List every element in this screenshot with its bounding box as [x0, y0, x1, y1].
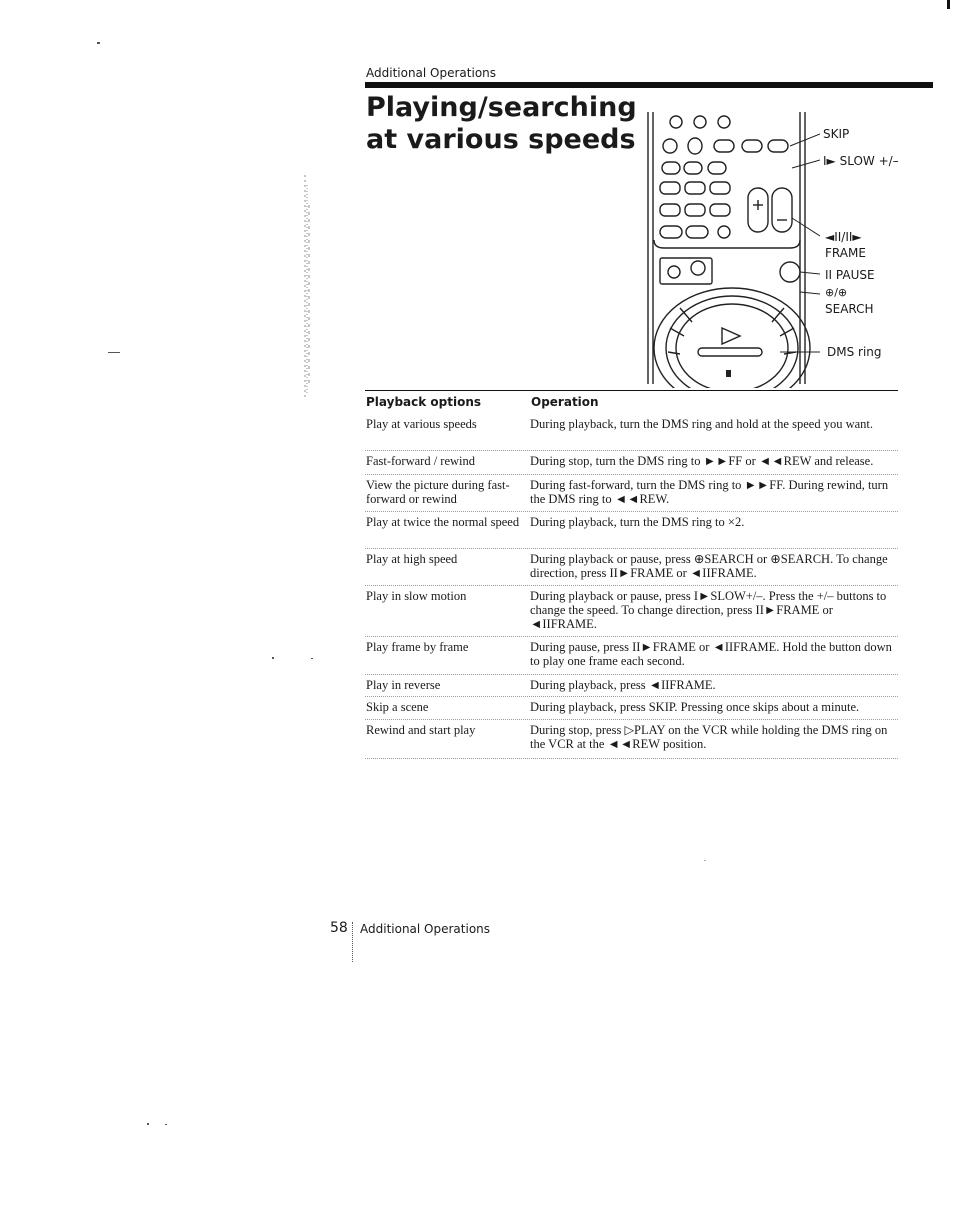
callout-slow: I► SLOW +/–	[823, 154, 899, 168]
page-title	[366, 92, 636, 156]
callout-frame: FRAME	[825, 246, 866, 260]
scan-speck	[272, 657, 274, 659]
callout-search: SEARCH	[825, 302, 874, 316]
page-title-line-2: at various speeds	[366, 124, 636, 155]
playback-option: Fast-forward / rewind	[366, 454, 475, 468]
playback-option: Skip a scene	[366, 700, 429, 714]
callout-dms-ring: DMS ring	[827, 345, 882, 359]
callout-frame-arrows: ◄II/II►	[825, 230, 862, 244]
scan-speck	[311, 658, 313, 659]
operation-text: During playback, turn the DMS ring and hold at the speed you want.	[530, 417, 873, 431]
playback-option: Play frame by frame	[366, 640, 469, 654]
operation-text: During pause, press II►FRAME or ◄IIFRAME. Hold the button down to play one frame each second.	[530, 640, 892, 668]
column-header-playback-options: Playback options	[366, 395, 482, 409]
table-row	[365, 548, 898, 586]
playback-option: Play in slow motion	[366, 589, 467, 603]
operation-text: During playback or pause, press I►SLOW+/–. Press the +/– buttons to change the speed. To change direction, press II►FRAME or ◄IIFRAME.	[530, 589, 887, 631]
scan-speck	[108, 352, 120, 353]
playback-option: View the picture during fast-forward or rewind	[366, 478, 510, 506]
operation-text: During stop, press ▷PLAY on the VCR while holding the DMS ring on the VCR at the ◄◄REW position.	[530, 723, 888, 751]
table-row	[365, 696, 898, 720]
table-row	[365, 511, 898, 549]
footer-section-name: Additional Operations	[360, 922, 491, 936]
operation-text: During playback or pause, press ⊕SEARCH or ⊕SEARCH. To change direction, press II►FRAME or ◄IIFRAME.	[530, 552, 888, 580]
operation-text: During playback, turn the DMS ring to ×2.	[530, 515, 745, 529]
callout-skip: SKIP	[823, 127, 850, 141]
playback-option: Rewind and start play	[366, 723, 476, 737]
page-title-line-1: Playing/searching	[366, 92, 637, 123]
table-row	[365, 450, 898, 475]
scan-speck	[97, 42, 100, 44]
footer-divider	[352, 922, 354, 962]
scan-artifact-strip	[304, 175, 310, 400]
section-header: Additional Operations	[366, 66, 497, 80]
table-row	[365, 719, 898, 759]
table-top-rule	[365, 390, 898, 391]
playback-option: Play at various speeds	[366, 417, 477, 431]
scan-corner-mark	[947, 0, 950, 9]
playback-option: Play at twice the normal speed	[366, 515, 520, 529]
callout-search-icons: ⊕/⊕	[825, 286, 848, 299]
scan-speck	[165, 1124, 167, 1125]
scan-speck	[147, 1123, 149, 1125]
table-row	[365, 636, 898, 675]
table-row	[365, 674, 898, 697]
table-row	[365, 413, 898, 451]
table-row	[365, 474, 898, 512]
scan-speck	[704, 860, 706, 861]
playback-option: Play in reverse	[366, 678, 441, 692]
table-row	[365, 585, 898, 637]
playback-option: Play at high speed	[366, 552, 458, 566]
operation-text: During stop, turn the DMS ring to ►►FF or ◄◄REW and release.	[530, 454, 874, 468]
header-rule	[365, 82, 933, 88]
callout-pause: II PAUSE	[825, 268, 875, 282]
page-number: 58	[330, 920, 348, 936]
operation-text: During fast-forward, turn the DMS ring to ►►FF. During rewind, turn the DMS ring to ◄◄REW.	[530, 478, 889, 506]
operation-text: During playback, press SKIP. Pressing once skips about a minute.	[530, 700, 860, 714]
column-header-operation: Operation	[531, 395, 599, 409]
operation-text: During playback, press ◄IIFRAME.	[530, 678, 716, 692]
remote-control-illustration	[640, 108, 820, 388]
